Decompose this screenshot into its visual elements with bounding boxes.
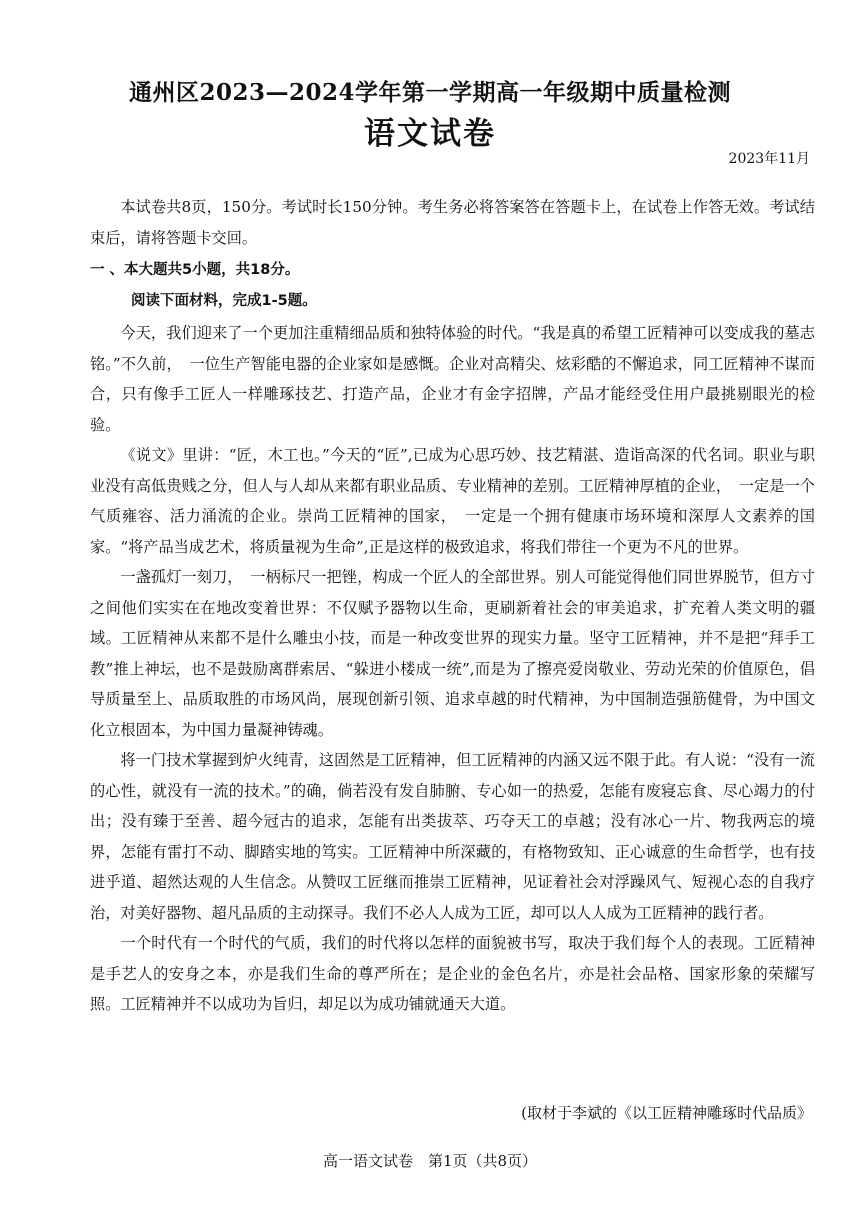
page-footer: 高一语文试卷 第1页（共8页） [322, 1152, 538, 1170]
article-source: (取材于李斌的《以工匠精神雕琢时代品质》 [521, 1104, 812, 1122]
article-paragraph: 一盏孤灯一刻刀， 一柄标尺一把锉，构成一个匠人的全部世界。别人可能觉得他们同世界脱节，但方寸之间他们实实在在地改变着世界：不仅赋予器物以生命，更刷新着社会的审美追求，扩充着人类文明的疆域。工匠精神从来都不是什么雕虫小技，而是一种改变世界的现实力量。坚守工匠精神，并不是把“拜手工教”推上神坛，也不是鼓励离群索居、“躲进小楼成一统”,而是为了擦亮爱岗敬业、劳动光荣的价值原色，倡导质量至上、品质取胜的市场风尚，展现创新引领、追求卓越的时代精神，为中国制造强筋健骨，为中国文化立根固本，为中国力量凝神铸魂。 [90, 568, 815, 739]
reading-article [90, 318, 815, 1020]
exam-subtitle: 语文试卷 [364, 116, 496, 152]
article-paragraph: 一个时代有一个时代的气质，我们的时代将以怎样的面貌被书写，取决于我们每个人的表现。工匠精神是手艺人的安身之本，亦是我们生命的尊严所在；是企业的金色名片，亦是社会品格、国家形象的荣耀写照。工匠精神并不以成功为旨归，却足以为成功铺就通天大道。 [90, 934, 815, 1013]
exam-title: 通州区2023—2024学年第一学期高一年级期中质量检测 [128, 79, 732, 106]
exam-date: 2023年11月 [728, 151, 810, 167]
section-heading: 一 、本大题共5小题，共18分。 [90, 262, 300, 278]
article-paragraph: 《说文》里讲：“匠，木工也。”今天的“匠”,已成为心思巧妙、技艺精湛、造诣高深的代名词。职业与职业没有高低贵贱之分，但人与人却从来都有职业品质、专业精神的差别。工匠精神厚植的企业， 一定是一个气质雍容、活力涌流的企业。崇尚工匠精神的国家， 一定是一个拥有健康市场环境和深厚人文素养的国家。“将产品当成艺术，将质量视为生命”,正是这样的极致追求，将我们带往一个更为不凡的世界。 [90, 446, 815, 556]
article-paragraph: 将一门技术掌握到炉火纯青，这固然是工匠精神，但工匠精神的内涵又远不限于此。有人说：“没有一流的心性，就没有一流的技术。”的确，倘若没有发自肺腑、专心如一的热爱，怎能有废寝忘食、尽心竭力的付出；没有臻于至善、超今冠古的追求，怎能有出类拔萃、巧夺天工的卓越；没有冰心一片、物我两忘的境界，怎能有雷打不动、脚踏实地的笃实。工匠精神中所深藏的，有格物致知、正心诚意的生命哲学，也有技进乎道、超然达观的人生信念。从赞叹工匠继而推崇工匠精神，见证着社会对浮躁风气、短视心态的自我疗治，对美好器物、超凡品质的主动探寻。我们不必人人成为工匠，却可以人人成为工匠精神的践行者。 [90, 751, 815, 922]
intro-paragraph: 本试卷共8页，150分。考试时长150分钟。考生务必将答案答在答题卡上，在试卷上作答无效。考试结束后，请将答题卡交回。 [90, 198, 815, 247]
article-paragraph: 今天，我们迎来了一个更加注重精细品质和独特体验的时代。“我是真的希望工匠精神可以变成我的墓志铭。”不久前， 一位生产智能电器的企业家如是感慨。企业对高精尖、炫彩酷的不懈追求，同工匠精神不谋而合，只有像手工匠人一样雕琢技艺、打造产品，企业才有金字招牌，产品才能经受住用户最挑剔眼光的检验。 [90, 324, 815, 434]
reading-instruction: 阅读下面材料，完成1-5题。 [131, 293, 317, 309]
exam-instructions [90, 192, 815, 253]
